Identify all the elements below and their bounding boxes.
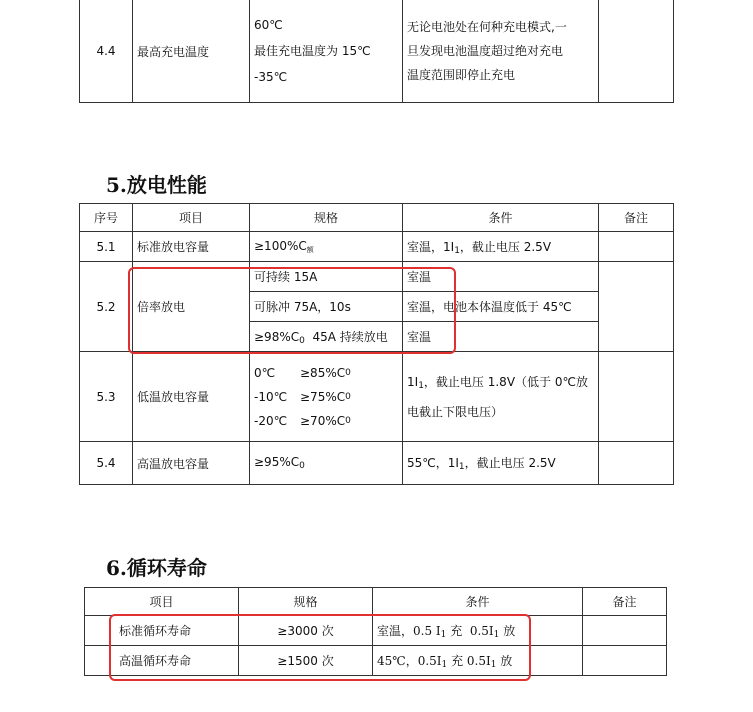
temperature: -10℃ <box>254 389 288 404</box>
condition-cell <box>403 352 599 442</box>
header-spec: 规格 <box>239 588 373 616</box>
spec-subscript: 额 <box>306 245 314 254</box>
header-item: 项目 <box>133 204 250 232</box>
table-row <box>80 232 674 262</box>
header-item: 项目 <box>85 588 239 616</box>
condition-text: 放 <box>499 623 516 638</box>
section-title-cycle-life: 6.循环寿命 <box>106 556 207 580</box>
spec-line: -35℃ <box>254 70 288 84</box>
note-cell <box>599 0 674 103</box>
spec-subscript: 0 <box>345 391 351 402</box>
condition-text: 1I <box>407 374 419 389</box>
spec-value: ≥100%C <box>254 238 307 253</box>
spec-cell <box>250 322 403 352</box>
condition-cell <box>403 0 599 103</box>
table-row <box>80 442 674 485</box>
discharge-table <box>79 203 674 485</box>
item-name: 标准放电容量 <box>133 232 250 262</box>
condition-cell <box>373 616 583 646</box>
spec-value: ≥95%C <box>254 455 300 469</box>
spec-subscript: 0 <box>299 461 305 471</box>
condition-text: 室温，1I <box>407 239 455 254</box>
condition-subscript: 1 <box>454 245 460 256</box>
condition-cell <box>403 232 599 262</box>
condition-text: ，截止电压 2.5V <box>459 239 552 254</box>
temperature: 0℃ <box>254 365 276 380</box>
condition-line: 温度范围即停止充电 <box>407 68 516 82</box>
table-row <box>85 616 667 646</box>
item-name: 标准循环寿命 <box>85 616 239 646</box>
header-condition: 条件 <box>403 204 599 232</box>
condition-text: 45℃，0.5I <box>377 653 442 668</box>
charge-temp-table <box>79 0 674 103</box>
note-cell <box>599 352 674 442</box>
spec-subscript: 0 <box>299 335 305 346</box>
row-number: 5.2 <box>80 262 133 352</box>
condition-cell: 室温，电池本体温度低于 45℃ <box>403 292 599 322</box>
condition-subscript: 1 <box>490 659 497 670</box>
spec-subscript: 0 <box>345 367 351 378</box>
table-row <box>80 352 674 442</box>
condition-line: 电截止下限电压） <box>407 404 504 419</box>
spec-cell: 可持续 15A <box>250 262 403 292</box>
condition-text: 55℃，1I <box>407 456 459 470</box>
condition-text: 放 <box>496 653 513 668</box>
spec-cell: 可脉冲 75A，10s <box>250 292 403 322</box>
header-spec: 规格 <box>250 204 403 232</box>
spec-cell <box>250 442 403 485</box>
row-number: 4.4 <box>80 0 133 103</box>
note-cell <box>599 232 674 262</box>
spec-cell <box>250 0 403 103</box>
condition-cell: 室温 <box>403 322 599 352</box>
condition-line: 旦发现电池温度超过绝对充电 <box>407 44 564 58</box>
spec-value: 45A 持续放电 <box>304 329 388 344</box>
condition-cell: 室温 <box>403 262 599 292</box>
spec-subscript: 0 <box>345 415 351 426</box>
table-row <box>80 0 674 103</box>
item-name: 低温放电容量 <box>133 352 250 442</box>
condition-subscript: 1 <box>441 659 448 670</box>
condition-text: 室温，0.5 I <box>377 623 441 638</box>
spec-value: ≥70%C <box>300 413 346 428</box>
note-cell <box>583 646 667 676</box>
spec-value: ≥98%C <box>254 329 300 344</box>
condition-cell <box>373 646 583 676</box>
spec-cell: ≥3000 次 <box>239 616 373 646</box>
spec-line: 最佳充电温度为 15℃ <box>254 44 371 58</box>
condition-subscript: 1 <box>493 629 500 640</box>
row-number: 5.4 <box>80 442 133 485</box>
condition-text: 充 0.5I <box>446 623 494 638</box>
condition-text: ，截止电压 2.5V <box>464 456 556 470</box>
row-number: 5.3 <box>80 352 133 442</box>
header-condition: 条件 <box>373 588 583 616</box>
condition-line <box>407 369 594 399</box>
note-cell <box>583 616 667 646</box>
header-no: 序号 <box>80 204 133 232</box>
condition-line: 无论电池处在何种充电模式,一 <box>407 20 567 34</box>
item-name: 倍率放电 <box>133 262 250 352</box>
table-row <box>85 646 667 676</box>
header-note: 备注 <box>599 204 674 232</box>
spec-line: 60℃ <box>254 18 283 32</box>
table-row <box>80 262 674 292</box>
condition-subscript: 1 <box>418 380 424 391</box>
spec-value: ≥75%C <box>300 389 346 404</box>
spec-cell: ≥1500 次 <box>239 646 373 676</box>
note-cell <box>599 442 674 485</box>
temperature: -20℃ <box>254 413 288 428</box>
item-name: 高温放电容量 <box>133 442 250 485</box>
condition-text: 充 0.5I <box>447 653 491 668</box>
section-title-discharge: 5.放电性能 <box>106 173 207 197</box>
spec-cell <box>250 232 403 262</box>
header-note: 备注 <box>583 588 667 616</box>
spec-line <box>254 361 398 385</box>
cycle-life-table <box>84 587 667 676</box>
row-number: 5.1 <box>80 232 133 262</box>
condition-cell <box>403 442 599 485</box>
condition-subscript: 1 <box>458 462 465 472</box>
spec-line <box>254 385 398 409</box>
spec-cell <box>250 352 403 442</box>
condition-subscript: 1 <box>440 629 447 640</box>
header-row <box>85 588 667 616</box>
spec-line <box>254 409 398 433</box>
header-row <box>80 204 674 232</box>
spec-value: ≥85%C <box>300 365 346 380</box>
item-name: 高温循环寿命 <box>85 646 239 676</box>
item-name: 最高充电温度 <box>133 0 250 103</box>
condition-text: ，截止电压 1.8V（低于 0℃放 <box>423 374 588 389</box>
note-cell <box>599 262 674 352</box>
